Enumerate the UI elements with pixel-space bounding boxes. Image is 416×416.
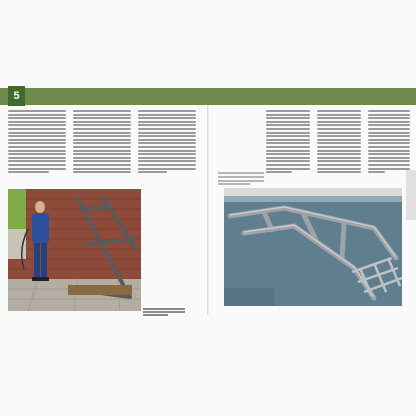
page-edge bbox=[406, 170, 416, 220]
right-column-2 bbox=[317, 110, 361, 188]
right-column-1 bbox=[266, 110, 310, 188]
chassis-on-floor-photo bbox=[224, 188, 402, 306]
header-band bbox=[0, 88, 416, 105]
man-with-chassis-photo bbox=[8, 189, 141, 311]
photo-caption bbox=[143, 308, 185, 318]
left-page bbox=[0, 105, 207, 316]
chapter-tab: 5 bbox=[8, 86, 25, 106]
left-column-2 bbox=[73, 110, 131, 188]
left-column-1 bbox=[8, 110, 66, 188]
left-column-3 bbox=[138, 110, 196, 188]
right-column-3 bbox=[368, 110, 410, 188]
